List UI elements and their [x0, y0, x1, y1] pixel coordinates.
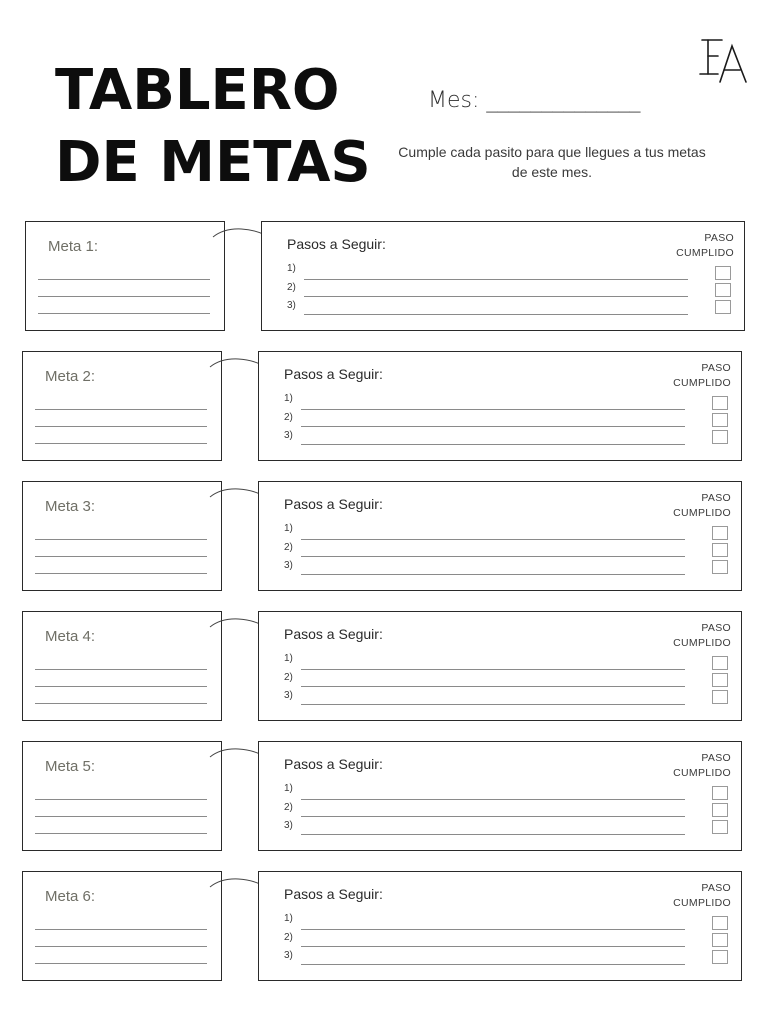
- step-done-header: [664, 231, 734, 261]
- step-write-line[interactable]: [301, 946, 685, 947]
- goal-box: [25, 221, 225, 331]
- step-number: 2): [284, 412, 293, 423]
- steps-title: Pasos a Seguir:: [287, 236, 386, 252]
- step-number: 3): [284, 430, 293, 441]
- steps-box: [258, 741, 742, 851]
- step-write-line[interactable]: [301, 834, 685, 835]
- step-write-line[interactable]: [301, 556, 685, 557]
- step-write-line[interactable]: [301, 409, 685, 410]
- goal-label: Meta 3:: [45, 498, 96, 515]
- step-number: 3): [284, 950, 293, 961]
- step-done-label-line2: CUMPLIDO: [673, 377, 731, 389]
- step-write-line[interactable]: [301, 444, 685, 445]
- goal-box: [22, 741, 222, 851]
- step-done-label-line1: PASO: [701, 752, 731, 764]
- goal-box: [22, 351, 222, 461]
- step-number: 2): [287, 282, 296, 293]
- goal-write-line[interactable]: [35, 833, 207, 834]
- goal-write-line[interactable]: [35, 409, 207, 410]
- step-write-line[interactable]: [301, 799, 685, 800]
- step-done-header: [661, 621, 731, 651]
- goal-row: [0, 741, 768, 851]
- steps-box: [258, 871, 742, 981]
- goal-write-line[interactable]: [35, 963, 207, 964]
- goal-box: [22, 871, 222, 981]
- goal-write-line[interactable]: [35, 929, 207, 930]
- step-done-label-line2: CUMPLIDO: [673, 507, 731, 519]
- step-number: 2): [284, 802, 293, 813]
- step-number: 1): [284, 913, 293, 924]
- step-done-label-line2: CUMPLIDO: [673, 897, 731, 909]
- step-done-checkbox[interactable]: [712, 786, 728, 800]
- step-write-line[interactable]: [304, 296, 688, 297]
- step-done-checkbox[interactable]: [712, 413, 728, 427]
- step-write-line[interactable]: [304, 314, 688, 315]
- step-done-header: [661, 491, 731, 521]
- goal-write-line[interactable]: [35, 799, 207, 800]
- step-done-label-line2: CUMPLIDO: [673, 637, 731, 649]
- step-done-checkbox[interactable]: [712, 820, 728, 834]
- steps-title: Pasos a Seguir:: [284, 496, 383, 512]
- steps-title: Pasos a Seguir:: [284, 366, 383, 382]
- title-line-2: DE METAS: [55, 130, 371, 195]
- step-number: 2): [284, 542, 293, 553]
- goal-row: [0, 611, 768, 721]
- step-number: 1): [287, 263, 296, 274]
- step-done-label-line2: CUMPLIDO: [673, 767, 731, 779]
- step-done-label-line1: PASO: [701, 882, 731, 894]
- goal-row: [0, 481, 768, 591]
- step-write-line[interactable]: [301, 686, 685, 687]
- step-done-checkbox[interactable]: [715, 300, 731, 314]
- step-write-line[interactable]: [301, 426, 685, 427]
- month-field: Mes: ______________: [428, 88, 641, 113]
- step-done-header: [661, 881, 731, 911]
- goal-write-line[interactable]: [38, 313, 210, 314]
- goal-write-line[interactable]: [35, 816, 207, 817]
- goal-label: Meta 2:: [45, 368, 96, 385]
- goal-row: [0, 871, 768, 981]
- step-done-checkbox[interactable]: [712, 673, 728, 687]
- goal-write-line[interactable]: [35, 669, 207, 670]
- step-number: 2): [284, 672, 293, 683]
- step-done-label-line1: PASO: [704, 232, 734, 244]
- goal-write-line[interactable]: [35, 443, 207, 444]
- step-done-checkbox[interactable]: [712, 526, 728, 540]
- steps-box: [258, 611, 742, 721]
- goal-write-line[interactable]: [38, 296, 210, 297]
- step-number: 3): [284, 690, 293, 701]
- steps-box: [261, 221, 745, 331]
- goal-write-line[interactable]: [35, 573, 207, 574]
- step-number: 1): [284, 653, 293, 664]
- step-done-header: [661, 751, 731, 781]
- steps-title: Pasos a Seguir:: [284, 756, 383, 772]
- step-done-checkbox[interactable]: [712, 543, 728, 557]
- step-write-line[interactable]: [301, 704, 685, 705]
- title-line-1: TABLERO: [55, 58, 340, 123]
- goal-row: [0, 351, 768, 461]
- step-write-line[interactable]: [301, 574, 685, 575]
- goal-box: [22, 481, 222, 591]
- goal-box: [22, 611, 222, 721]
- step-done-checkbox[interactable]: [715, 283, 731, 297]
- goal-write-line[interactable]: [35, 703, 207, 704]
- step-number: 2): [284, 932, 293, 943]
- steps-title: Pasos a Seguir:: [284, 886, 383, 902]
- logo-ea-monogram: [696, 34, 750, 88]
- step-done-checkbox[interactable]: [712, 396, 728, 410]
- step-done-label-line2: CUMPLIDO: [676, 247, 734, 259]
- step-done-checkbox[interactable]: [712, 690, 728, 704]
- step-done-checkbox[interactable]: [715, 266, 731, 280]
- step-done-checkbox[interactable]: [712, 430, 728, 444]
- step-write-line[interactable]: [301, 539, 685, 540]
- goal-row: [0, 221, 768, 331]
- step-write-line[interactable]: [301, 816, 685, 817]
- goal-write-line[interactable]: [35, 556, 207, 557]
- goal-write-line[interactable]: [35, 686, 207, 687]
- goal-label: Meta 4:: [45, 628, 96, 645]
- step-done-checkbox[interactable]: [712, 803, 728, 817]
- goal-write-line[interactable]: [35, 539, 207, 540]
- step-write-line[interactable]: [304, 279, 688, 280]
- page-title: [55, 55, 371, 199]
- step-number: 1): [284, 393, 293, 404]
- step-done-label-line1: PASO: [701, 492, 731, 504]
- goal-label: Meta 1:: [48, 238, 99, 255]
- step-write-line[interactable]: [301, 929, 685, 930]
- step-done-label-line1: PASO: [701, 622, 731, 634]
- goal-write-line[interactable]: [38, 279, 210, 280]
- step-number: 3): [284, 820, 293, 831]
- step-done-checkbox[interactable]: [712, 656, 728, 670]
- steps-box: [258, 481, 742, 591]
- step-write-line[interactable]: [301, 669, 685, 670]
- step-done-checkbox[interactable]: [712, 933, 728, 947]
- step-number: 1): [284, 523, 293, 534]
- step-done-header: [661, 361, 731, 391]
- step-done-checkbox[interactable]: [712, 560, 728, 574]
- step-done-checkbox[interactable]: [712, 916, 728, 930]
- step-done-checkbox[interactable]: [712, 950, 728, 964]
- steps-box: [258, 351, 742, 461]
- step-number: 1): [284, 783, 293, 794]
- goal-label: Meta 6:: [45, 888, 96, 905]
- goal-write-line[interactable]: [35, 946, 207, 947]
- step-number: 3): [287, 300, 296, 311]
- goal-write-line[interactable]: [35, 426, 207, 427]
- goal-label: Meta 5:: [45, 758, 96, 775]
- steps-title: Pasos a Seguir:: [284, 626, 383, 642]
- step-done-label-line1: PASO: [701, 362, 731, 374]
- step-write-line[interactable]: [301, 964, 685, 965]
- step-number: 3): [284, 560, 293, 571]
- subtitle: Cumple cada pasito para que llegues a tus metas de este mes.: [398, 144, 706, 180]
